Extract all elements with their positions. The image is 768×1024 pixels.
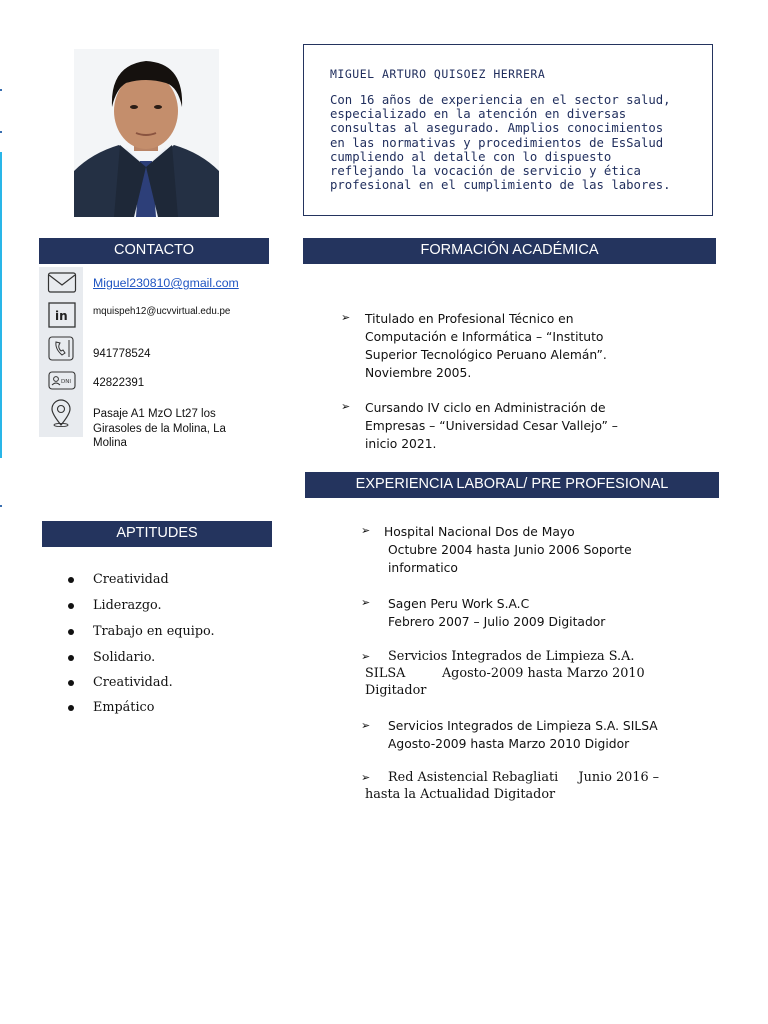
skill-label: Creatividad. xyxy=(93,675,173,690)
education-line: Noviembre 2005. xyxy=(365,366,472,380)
svg-text:in: in xyxy=(55,309,68,323)
candidate-name: MIGUEL ARTURO QUISOEZ HERRERA xyxy=(330,67,546,81)
summary-line: profesional en el cumplimiento de las labores. xyxy=(330,178,671,193)
left-edge-mark xyxy=(0,505,2,507)
dni-badge-text: DNI xyxy=(61,379,71,385)
summary-line: consultas al asegurado. Amplios conocimientos xyxy=(330,121,664,136)
skill-label: Liderazgo. xyxy=(93,598,162,613)
contact-email-link[interactable]: Miguel230810@gmail.com xyxy=(93,276,239,290)
linkedin-icon xyxy=(47,302,77,332)
contact-phone: 941778524 xyxy=(93,348,151,360)
experience-line: Febrero 2007 – Julio 2009 Digitador xyxy=(388,615,606,629)
experience-line: Sagen Peru Work S.A.C xyxy=(388,597,530,611)
bullet-dot xyxy=(68,680,74,686)
education-line: inicio 2021. xyxy=(365,437,437,451)
profile-photo xyxy=(74,49,219,217)
skill-label: Empático xyxy=(93,700,155,715)
id-card-icon xyxy=(47,370,77,396)
experience-line: Digitador xyxy=(365,683,427,698)
experience-line: Agosto-2009 hasta Marzo 2010 Digidor xyxy=(388,737,630,751)
section-header-education: FORMACIÓN ACADÉMICA xyxy=(303,238,716,264)
left-edge-accent-line xyxy=(0,152,2,458)
address-line: Pasaje A1 MzO Lt27 los xyxy=(93,408,216,420)
summary-line: cumpliendo al detalle con lo dispuesto xyxy=(330,149,612,164)
skill-label: Solidario. xyxy=(93,650,156,665)
bullet-dot xyxy=(68,705,74,711)
education-line: Empresas – “Universidad Cesar Vallejo” – xyxy=(365,419,618,433)
section-header-experience: EXPERIENCIA LABORAL/ PRE PROFESIONAL xyxy=(305,472,719,498)
summary-line: reflejando la vocación de servicio y ética xyxy=(330,164,641,179)
bullet-dot xyxy=(68,655,74,661)
section-header-contact: CONTACTO xyxy=(39,238,269,264)
bullet-arrow: ➢ xyxy=(341,311,351,324)
bullet-dot xyxy=(68,603,74,609)
experience-line: Red Asistencial Rebagliati Junio 2016 – xyxy=(388,770,660,785)
left-edge-mark xyxy=(0,131,2,133)
summary-line: en las normativas y procedimientos de EsSalud xyxy=(330,135,664,150)
profile-summary-box xyxy=(303,44,713,216)
contact-dni: 42822391 xyxy=(93,377,145,389)
bullet-arrow: ➢ xyxy=(361,524,371,537)
left-edge-mark xyxy=(0,89,2,91)
education-item xyxy=(365,399,655,453)
phone-icon xyxy=(47,336,77,366)
education-line: Superior Tecnológico Peruano Alemán”. xyxy=(365,348,607,362)
education-line: Titulado en Profesional Técnico en xyxy=(365,312,574,326)
bullet-arrow: ➢ xyxy=(361,771,371,784)
skill-label: Trabajo en equipo. xyxy=(93,624,215,639)
experience-line: Octubre 2004 hasta Junio 2006 Soporte xyxy=(388,543,632,557)
experience-line: informatico xyxy=(388,561,458,575)
bullet-arrow: ➢ xyxy=(341,400,351,413)
location-pin-icon xyxy=(47,398,77,432)
experience-line: SILSA Agosto-2009 hasta Marzo 2010 xyxy=(365,666,645,681)
education-item xyxy=(365,310,655,382)
experience-line: Hospital Nacional Dos de Mayo xyxy=(384,525,575,539)
address-line: Girasoles de la Molina, La xyxy=(93,422,226,435)
experience-line: hasta la Actualidad Digitador xyxy=(365,787,556,802)
bullet-arrow: ➢ xyxy=(361,719,371,732)
experience-line: Servicios Integrados de Limpieza S.A. SILSA xyxy=(388,719,658,733)
bullet-arrow: ➢ xyxy=(361,596,371,609)
bullet-dot xyxy=(68,577,74,583)
bullet-arrow: ➢ xyxy=(361,650,371,663)
bullet-dot xyxy=(68,629,74,635)
contact-address xyxy=(93,407,268,446)
envelope-icon xyxy=(47,270,77,300)
section-header-skills: APTITUDES xyxy=(42,521,272,547)
skill-label: Creatividad xyxy=(93,572,169,587)
education-line: Cursando IV ciclo en Administración de xyxy=(365,401,606,415)
address-line: Molina xyxy=(93,437,127,446)
education-line: Computación e Informática – “Instituto xyxy=(365,330,604,344)
contact-linkedin: mquispeh12@ucvvirtual.edu.pe xyxy=(93,306,231,317)
profile-summary xyxy=(330,93,702,192)
summary-line: especializado en la atención en diversas xyxy=(330,107,627,122)
contact-icons-column xyxy=(39,267,83,437)
experience-line: Servicios Integrados de Limpieza S.A. xyxy=(388,649,635,664)
summary-line: Con 16 años de experiencia en el sector salud, xyxy=(330,93,671,107)
